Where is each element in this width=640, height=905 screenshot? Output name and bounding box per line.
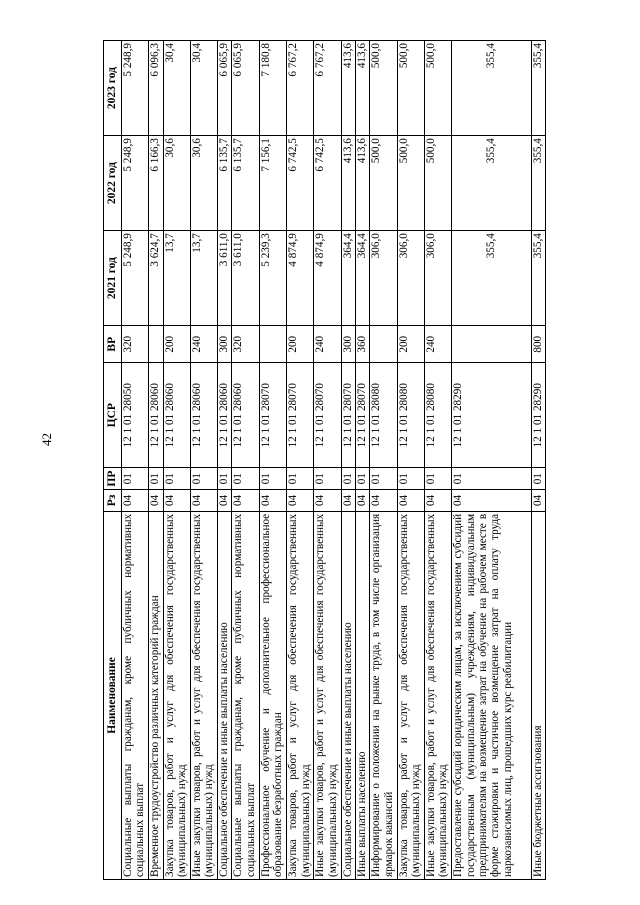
cell-rz: 04	[397, 490, 424, 512]
cell-2023: 413,6	[356, 41, 370, 136]
cell-2023: 355,4	[531, 41, 545, 136]
cell-csr: 12 1 01 28080	[424, 363, 451, 468]
cell-2022: 355,4	[531, 136, 545, 231]
cell-pr: 01	[452, 468, 531, 490]
cell-2022: 6 166,3	[149, 136, 163, 231]
cell-pr: 01	[341, 468, 355, 490]
cell-name: Предоставление субсидий юридическим лицам, за исключением субсидий государственным (муниципальным) учреждениям, индивидуальным предпринимателям на возмещение затрат на обучение на рабочем месте в форме стажировки и частичное возмещение затрат на оплату труда наркозависимых лиц, прошедших курс реабилитации	[452, 511, 531, 879]
cell-2021: 4 874,9	[314, 231, 341, 326]
cell-2021: 3 611,0	[232, 231, 259, 326]
cell-2021: 306,0	[424, 231, 451, 326]
cell-2021: 13,7	[190, 231, 217, 326]
cell-vr: 360	[356, 326, 370, 363]
table-row	[163, 41, 190, 880]
table-header-row	[104, 41, 122, 880]
cell-name: Социальные выплаты гражданам, кроме публичных нормативных социальных выплат	[232, 511, 259, 879]
cell-vr: 300	[218, 326, 232, 363]
table-row	[232, 41, 259, 880]
cell-2023: 7 180,8	[259, 41, 286, 136]
cell-name: Социальное обеспечение и иные выплаты населению	[218, 511, 232, 879]
cell-2022: 413,6	[356, 136, 370, 231]
cell-csr: 12 1 01 28070	[259, 363, 286, 468]
table-body	[122, 41, 546, 880]
cell-csr: 12 1 01 28060	[163, 363, 190, 468]
cell-csr: 12 1 01 28070	[341, 363, 355, 468]
cell-2023: 30,4	[190, 41, 217, 136]
cell-rz: 04	[424, 490, 451, 512]
table-row	[190, 41, 217, 880]
cell-csr: 12 1 01 28080	[397, 363, 424, 468]
cell-2022: 413,6	[341, 136, 355, 231]
cell-pr: 01	[370, 468, 397, 490]
cell-rz: 04	[190, 490, 217, 512]
cell-name: Закупка товаров, работ и услуг для обеспечения государственных (муниципальных) нужд	[287, 511, 314, 879]
header-vr: ВР	[104, 326, 122, 363]
cell-2021: 364,4	[341, 231, 355, 326]
cell-2021: 5 248,9	[122, 231, 149, 326]
cell-pr: 01	[314, 468, 341, 490]
cell-2021: 355,4	[531, 231, 545, 326]
cell-rz: 04	[314, 490, 341, 512]
page-number: 42	[39, 433, 54, 446]
cell-pr: 01	[531, 468, 545, 490]
cell-2022: 500,0	[370, 136, 397, 231]
cell-2023: 6 065,9	[232, 41, 259, 136]
cell-2021: 5 239,3	[259, 231, 286, 326]
cell-2023: 6 767,2	[287, 41, 314, 136]
cell-2021: 306,0	[370, 231, 397, 326]
cell-vr: 200	[287, 326, 314, 363]
cell-rz: 04	[341, 490, 355, 512]
cell-2023: 500,0	[370, 41, 397, 136]
cell-name: Иные закупки товаров, работ и услуг для обеспечения государственных (муниципальных) нужд	[424, 511, 451, 879]
cell-vr: 240	[314, 326, 341, 363]
cell-vr	[149, 326, 163, 363]
cell-2023: 413,6	[341, 41, 355, 136]
cell-pr: 01	[190, 468, 217, 490]
cell-csr: 12 1 01 28070	[356, 363, 370, 468]
cell-name: Иные бюджетные ассигнования	[531, 511, 545, 879]
cell-2023: 30,4	[163, 41, 190, 136]
cell-2022: 355,4	[452, 136, 531, 231]
table-row	[397, 41, 424, 880]
cell-name: Иные закупки товаров, работ и услуг для обеспечения государственных (муниципальных) нужд	[190, 511, 217, 879]
cell-csr: 12 1 01 28290	[531, 363, 545, 468]
cell-2021: 4 874,9	[287, 231, 314, 326]
header-csr: ЦСР	[104, 363, 122, 468]
cell-rz: 04	[122, 490, 149, 512]
cell-rz: 04	[531, 490, 545, 512]
cell-2022: 7 156,1	[259, 136, 286, 231]
cell-name: Информирование о положении на рынке труда, в том числе организация ярмарок вакансий	[370, 511, 397, 879]
table-row	[149, 41, 163, 880]
cell-csr: 12 1 01 28060	[190, 363, 217, 468]
cell-2022: 500,0	[397, 136, 424, 231]
cell-name: Социальные выплаты гражданам, кроме публичных нормативных социальных выплат	[122, 511, 149, 879]
header-pr: ПР	[104, 468, 122, 490]
cell-pr: 01	[218, 468, 232, 490]
cell-csr: 12 1 01 28060	[232, 363, 259, 468]
cell-name: Профессиональное обучение и дополнительное профессиональное образование безработных граждан	[259, 511, 286, 879]
cell-vr: 200	[397, 326, 424, 363]
cell-vr: 240	[424, 326, 451, 363]
budget-sheet	[103, 40, 546, 880]
cell-2023: 6 096,3	[149, 41, 163, 136]
cell-pr: 01	[163, 468, 190, 490]
cell-pr: 01	[259, 468, 286, 490]
cell-vr	[452, 326, 531, 363]
cell-name: Иные выплаты населению	[356, 511, 370, 879]
cell-2022: 6 135,7	[218, 136, 232, 231]
cell-csr: 12 1 01 28290	[452, 363, 531, 468]
cell-name: Закупка товаров, работ и услуг для обеспечения государственных (муниципальных) нужд	[163, 511, 190, 879]
cell-name: Социальное обеспечение и иные выплаты населению	[341, 511, 355, 879]
cell-vr: 320	[232, 326, 259, 363]
cell-2023: 500,0	[397, 41, 424, 136]
cell-vr: 240	[190, 326, 217, 363]
cell-rz: 04	[356, 490, 370, 512]
table-row	[287, 41, 314, 880]
header-2023: 2023 год	[104, 41, 122, 136]
cell-2023: 355,4	[452, 41, 531, 136]
cell-2021: 355,4	[452, 231, 531, 326]
cell-csr: 12 1 01 28080	[370, 363, 397, 468]
cell-2022: 30,6	[163, 136, 190, 231]
cell-rz: 04	[259, 490, 286, 512]
header-name: Наименование	[104, 511, 122, 879]
cell-name: Иные закупки товаров, работ и услуг для обеспечения государственных (муниципальных) нужд	[314, 511, 341, 879]
budget-table	[103, 40, 546, 880]
cell-rz: 04	[287, 490, 314, 512]
cell-rz: 04	[452, 490, 531, 512]
cell-pr: 01	[149, 468, 163, 490]
table-row	[424, 41, 451, 880]
table-row	[341, 41, 355, 880]
cell-rz: 04	[149, 490, 163, 512]
table-row	[122, 41, 149, 880]
cell-2023: 6 065,9	[218, 41, 232, 136]
cell-2023: 5 248,9	[122, 41, 149, 136]
cell-2022: 6 135,7	[232, 136, 259, 231]
cell-2022: 5 248,9	[122, 136, 149, 231]
header-2022: 2022 год	[104, 136, 122, 231]
cell-2021: 306,0	[397, 231, 424, 326]
cell-2023: 500,0	[424, 41, 451, 136]
cell-vr: 320	[122, 326, 149, 363]
cell-vr: 200	[163, 326, 190, 363]
cell-2022: 6 742,5	[314, 136, 341, 231]
cell-2021: 364,4	[356, 231, 370, 326]
cell-2021: 3 624,7	[149, 231, 163, 326]
table-row	[531, 41, 545, 880]
cell-vr	[259, 326, 286, 363]
cell-name: Закупка товаров, работ и услуг для обеспечения государственных (муниципальных) нужд	[397, 511, 424, 879]
cell-2022: 500,0	[424, 136, 451, 231]
cell-vr: 300	[341, 326, 355, 363]
table-row	[370, 41, 397, 880]
cell-csr: 12 1 01 28070	[314, 363, 341, 468]
cell-pr: 01	[287, 468, 314, 490]
cell-pr: 01	[232, 468, 259, 490]
table-row	[452, 41, 531, 880]
cell-rz: 04	[370, 490, 397, 512]
cell-pr: 01	[424, 468, 451, 490]
cell-csr: 12 1 01 28060	[149, 363, 163, 468]
cell-rz: 04	[163, 490, 190, 512]
header-2021: 2021 год	[104, 231, 122, 326]
cell-csr: 12 1 01 28060	[218, 363, 232, 468]
cell-pr: 01	[356, 468, 370, 490]
table-row	[218, 41, 232, 880]
cell-vr	[370, 326, 397, 363]
cell-csr: 12 1 01 28050	[122, 363, 149, 468]
cell-rz: 04	[218, 490, 232, 512]
cell-2023: 6 767,2	[314, 41, 341, 136]
cell-pr: 01	[122, 468, 149, 490]
cell-name: Временное трудоустройство различных категорий граждан	[149, 511, 163, 879]
table-row	[314, 41, 341, 880]
header-rz: Рз	[104, 490, 122, 512]
cell-2021: 3 611,0	[218, 231, 232, 326]
table-row	[259, 41, 286, 880]
cell-2021: 13,7	[163, 231, 190, 326]
cell-csr: 12 1 01 28070	[287, 363, 314, 468]
table-row	[356, 41, 370, 880]
cell-pr: 01	[397, 468, 424, 490]
cell-2022: 6 742,5	[287, 136, 314, 231]
cell-rz: 04	[232, 490, 259, 512]
cell-2022: 30,6	[190, 136, 217, 231]
cell-vr: 800	[531, 326, 545, 363]
